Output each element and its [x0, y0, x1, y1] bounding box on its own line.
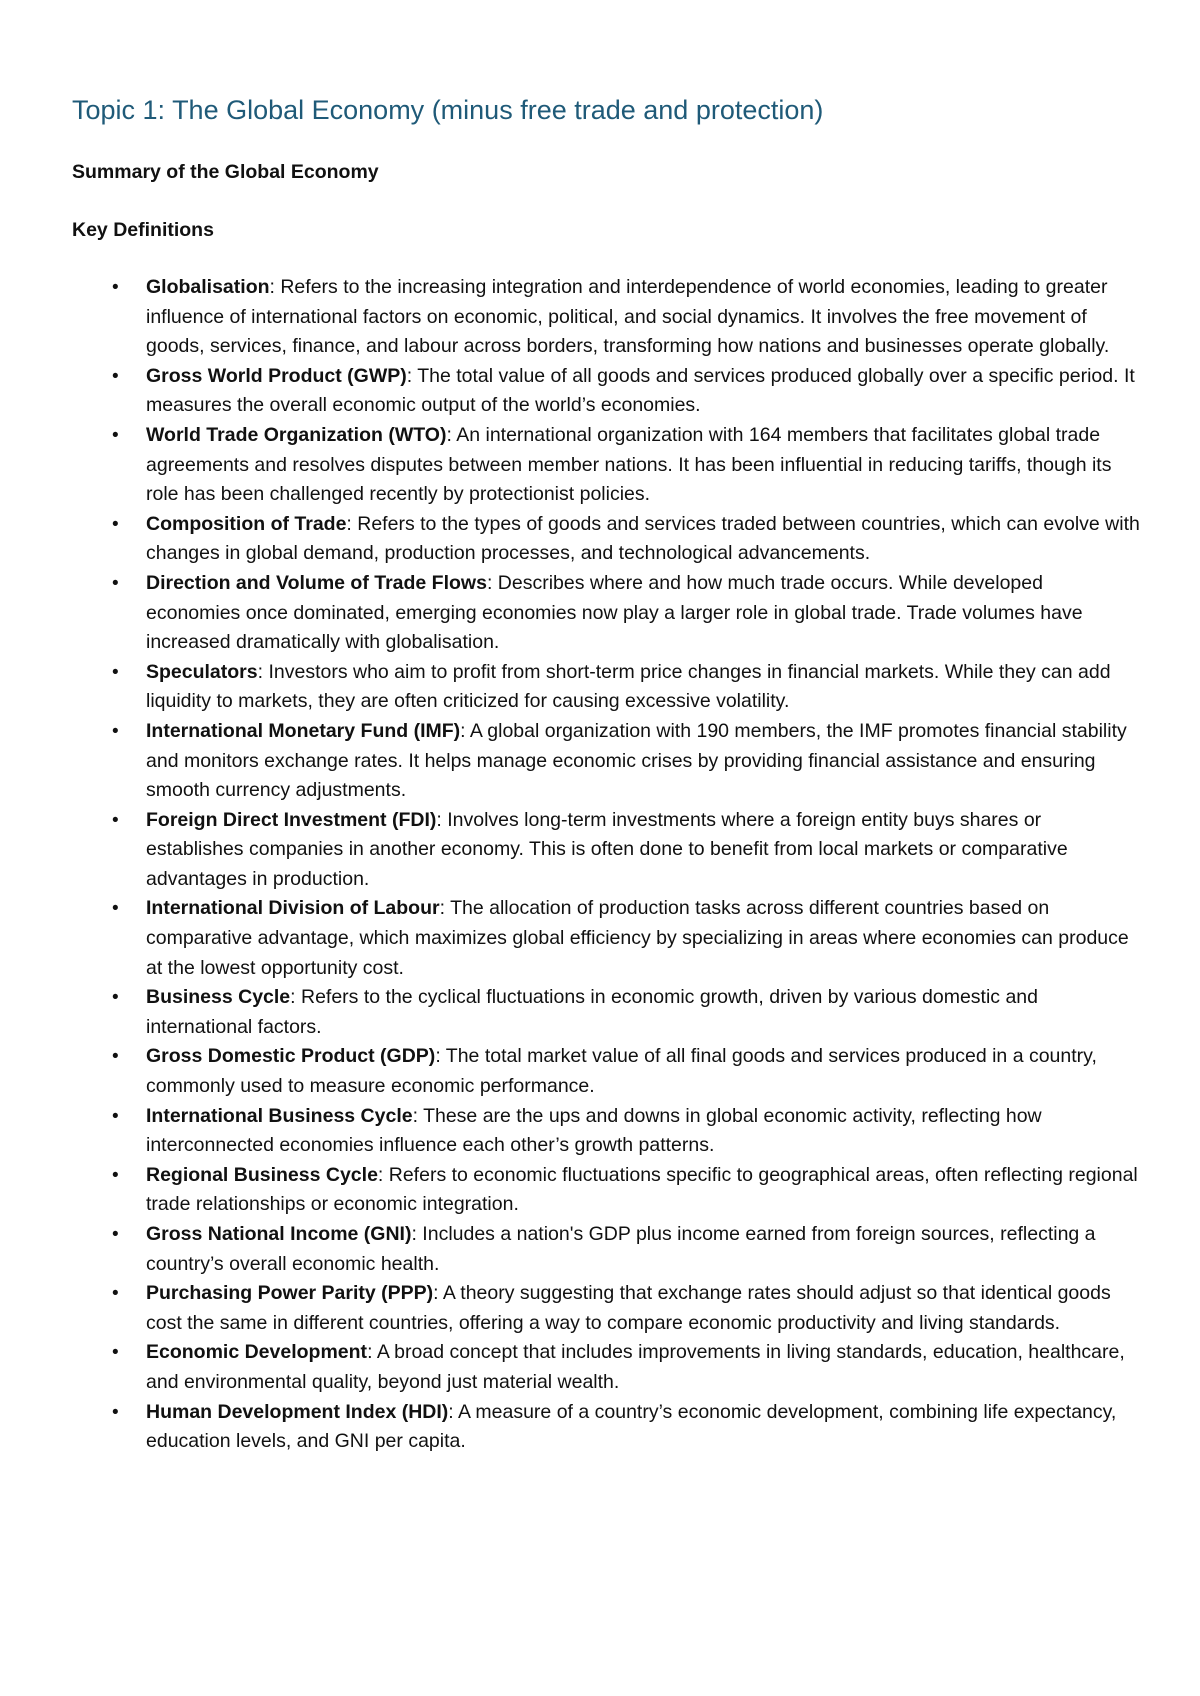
- list-item: [72, 1398, 1140, 1457]
- document-subtitle: Summary of the Global Economy: [72, 161, 379, 183]
- definition-term: International Business Cycle: [146, 1104, 413, 1127]
- definitions-list: [72, 273, 1140, 1457]
- definition-text: : An international organization with 164 members that facilitates global trade agreements and resolves disputes between member nations. It has been influential in reducing tariffs, though its role has been challenged recently by protectionist policies.: [146, 423, 1112, 506]
- definition-text: : A broad concept that includes improvements in living standards, education, healthcare, and environmental quality, beyond just material wealth.: [146, 1341, 1125, 1393]
- definition-term: International Monetary Fund (IMF): [146, 719, 461, 742]
- definition-term: Gross National Income (GNI): [146, 1223, 412, 1245]
- definition-term: Business Cycle: [146, 986, 291, 1009]
- list-item: [72, 510, 1140, 569]
- definition-term: Speculators: [146, 660, 258, 683]
- definition-text: : A theory suggesting that exchange rates should adjust so that identical goods cost the same in different countries, offering a way to compare economic productivity and living standards.: [146, 1282, 1111, 1334]
- list-item: [72, 894, 1140, 983]
- definition-term: Globalisation: [146, 276, 270, 298]
- definition-term: Regional Business Cycle: [146, 1163, 378, 1186]
- bullet-icon: •: [112, 1046, 119, 1068]
- definition-term: International Division of Labour: [146, 897, 440, 920]
- definition-text: : Refers to the cyclical fluctuations in economic growth, driven by various domestic and international factors.: [146, 986, 1039, 1038]
- definition-text: : Includes a nation's GDP plus income earned from foreign sources, reflecting a country’s overall economic health.: [146, 1223, 1096, 1275]
- definition-term: Human Development Index (HDI): [146, 1400, 449, 1423]
- definition-text: : These are the ups and downs in global economic activity, reflecting how interconnected economies influence each other’s growth patterns.: [146, 1104, 1042, 1157]
- bullet-icon: •: [112, 277, 119, 298]
- definition-term: Economic Development: [146, 1341, 368, 1364]
- definition-text: : Investors who aim to profit from short-term price changes in financial markets. While they can add liquidity to markets, they are often criticized for causing excessive volatility.: [146, 660, 1111, 713]
- list-item: [72, 421, 1140, 510]
- list-item: [72, 1102, 1140, 1161]
- list-item: [72, 362, 1140, 421]
- list-item: [72, 983, 1140, 1042]
- definition-text: : Refers to economic fluctuations specific to geographical areas, often reflecting regional trade relationships or economic integration.: [146, 1163, 1138, 1216]
- definition-text: : Involves long-term investments where a foreign entity buys shares or establishes companies in another economy. This is often done to benefit from local markets or comparative advantages in production.: [146, 808, 1068, 890]
- bullet-icon: •: [112, 987, 119, 1009]
- definition-text: : The total market value of all final goods and services produced in a country, commonly used to measure economic performance.: [146, 1045, 1097, 1098]
- list-item: [72, 1279, 1140, 1338]
- bullet-icon: •: [112, 898, 119, 920]
- bullet-icon: •: [112, 1105, 119, 1127]
- bullet-icon: •: [112, 661, 119, 683]
- list-item: [72, 1042, 1140, 1101]
- definition-text: : A measure of a country’s economic development, combining life expectancy, education levels, and GNI per capita.: [146, 1400, 1117, 1453]
- bullet-icon: •: [112, 572, 119, 594]
- page-title: Topic 1: The Global Economy (minus free trade and protection): [72, 95, 824, 125]
- bullet-icon: •: [112, 365, 119, 387]
- bullet-icon: •: [112, 424, 119, 446]
- bullet-icon: •: [112, 513, 119, 535]
- list-item: [72, 1161, 1140, 1220]
- bullet-icon: •: [112, 1342, 119, 1364]
- definition-term: World Trade Organization (WTO): [146, 423, 447, 446]
- list-item: [72, 658, 1140, 717]
- list-item: [72, 1220, 1140, 1279]
- definition-term: Direction and Volume of Trade Flows: [146, 571, 487, 594]
- list-item: [72, 806, 1140, 895]
- definition-text: : The total value of all goods and services produced globally over a specific period. It measures the overall economic output of the world’s economies.: [146, 364, 1135, 417]
- definition-term: Gross World Product (GWP): [146, 364, 407, 387]
- bullet-icon: •: [112, 1283, 119, 1305]
- list-item: [72, 273, 1140, 362]
- bullet-icon: •: [112, 809, 119, 831]
- list-item: [72, 717, 1140, 806]
- definition-term: Composition of Trade: [146, 512, 347, 535]
- list-item: [72, 569, 1140, 658]
- bullet-icon: •: [112, 720, 119, 742]
- definition-term: Foreign Direct Investment (FDI): [146, 808, 437, 831]
- definition-text: : Refers to the types of goods and services traded between countries, which can evolve with changes in global demand, production processes, and technological advancements.: [146, 512, 1140, 565]
- bullet-icon: •: [112, 1164, 119, 1186]
- bullet-icon: •: [112, 1401, 119, 1423]
- definition-term: Purchasing Power Parity (PPP): [146, 1282, 434, 1305]
- list-item: [72, 1338, 1140, 1397]
- definition-text: : A global organization with 190 members, the IMF promotes financial stability and monitors exchange rates. It helps manage economic crises by providing financial assistance and ensuring smooth currency adjustments.: [146, 719, 1127, 802]
- section-heading-key-definitions: Key Definitions: [72, 219, 214, 241]
- definition-text: : Describes where and how much trade occurs. While developed economies once dominated, emerging economies now play a larger role in global trade. Trade volumes have increased dramatically with globalisation.: [146, 571, 1083, 654]
- definition-text: : Refers to the increasing integration and interdependence of world economies, leading to greater influence of international factors on economic, political, and social dynamics. It involves the free movement of goods, services, finance, and labour across borders, transforming how nations and businesses operate globally.: [146, 276, 1110, 358]
- definition-term: Gross Domestic Product (GDP): [146, 1045, 436, 1068]
- bullet-icon: •: [112, 1224, 119, 1245]
- definition-text: : The allocation of production tasks across different countries based on comparative advantage, which maximizes global efficiency by specializing in areas where economies can produce at the lowest opportunity cost.: [146, 897, 1129, 979]
